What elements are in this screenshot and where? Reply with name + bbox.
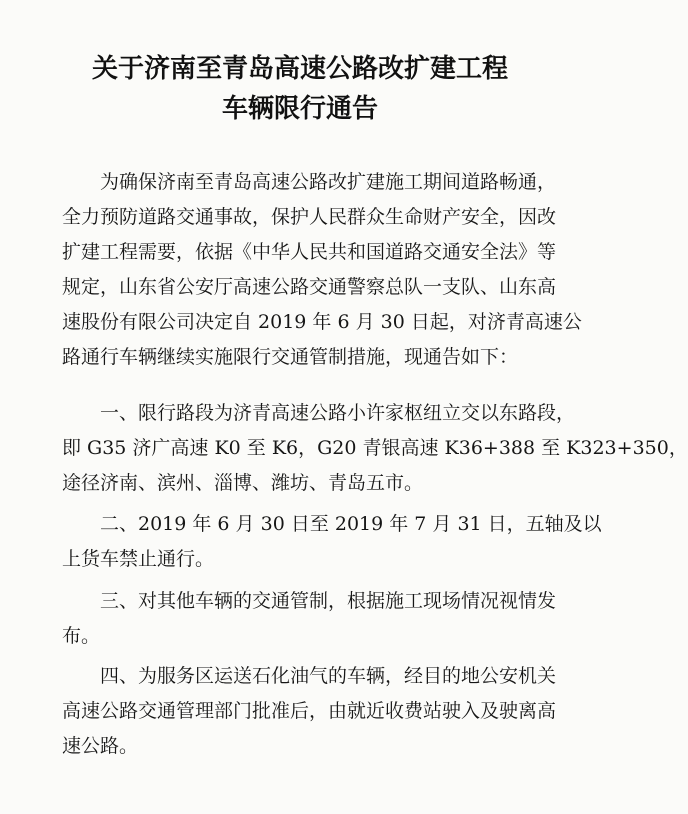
paragraph-line: 即 G35 济广高速 K0 至 K6，G20 青银高速 K36+388 至 K323+350， [62,437,688,459]
paragraph-item-3 [62,584,557,654]
paragraph-line: 路通行车辆继续实施限行交通管制措施，现通告如下： [62,346,519,368]
paragraph-line: 扩建工程需要，依据《中华人民共和国道路交通安全法》等 [62,241,557,263]
paragraph-line: 一、限行路段为济青高速公路小许家枢纽立交以东路段， [100,402,576,424]
paragraph-line: 规定，山东省公安厅高速公路交通警察总队一支队、山东高 [62,276,557,298]
notice-title-line-2: 车辆限行通告 [221,94,378,124]
paragraph-line: 上货车禁止通行。 [62,548,215,570]
paragraph-line: 四、为服务区运送石化油气的车辆，经目的地公安机关 [100,665,557,687]
notice-title-line-1: 关于济南至青岛高速公路改扩建工程 [91,54,508,84]
paragraph-item-4 [62,659,557,764]
paragraph-line: 速公路。 [62,735,139,757]
paragraph-item-1 [62,396,688,501]
paragraph-line: 速股份有限公司决定自 2019 年 6 月 30 日起，对济青高速公 [62,311,582,333]
paragraph-line: 二、2019 年 6 月 30 日至 2019 年 7 月 31 日，五轴及以 [100,513,602,535]
paragraph-line: 为确保济南至青岛高速公路改扩建施工期间道路畅通， [100,171,557,193]
paragraph-line: 高速公路交通管理部门批准后，由就近收费站驶入及驶离高 [62,700,557,722]
paragraph-intro [62,165,582,375]
paragraph-line: 全力预防道路交通事故，保护人民群众生命财产安全，因改 [62,206,557,228]
paragraph-item-2 [62,507,602,577]
paragraph-line: 途径济南、滨州、淄博、潍坊、青岛五市。 [62,472,424,494]
paragraph-line: 布。 [62,625,101,647]
paragraph-line: 三、对其他车辆的交通管制，根据施工现场情况视情发 [100,590,557,612]
